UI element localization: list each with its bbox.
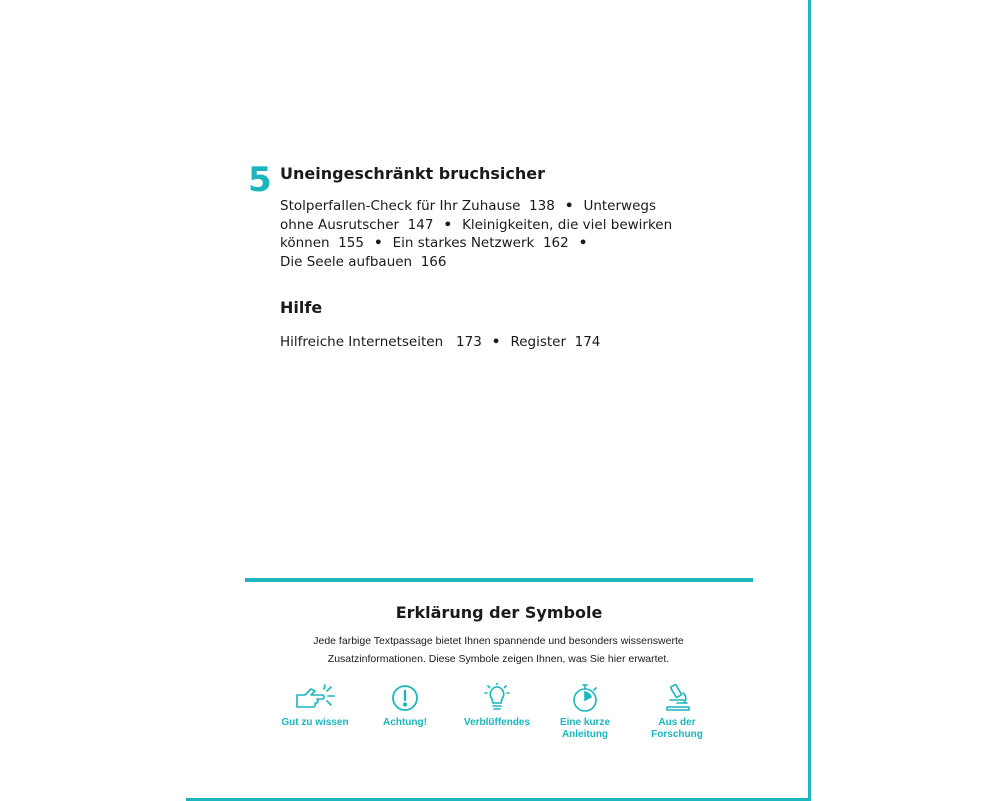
bullet-separator: •	[491, 334, 501, 350]
legend-divider	[245, 578, 753, 582]
chapter-entries	[280, 197, 700, 271]
legend-description: Jede farbige Textpassage bietet Ihnen spannende und besonders wissenswerte Zusatzinformationen. Diese Symbole zeigen Ihnen, was Sie hier erwartet.	[313, 635, 684, 665]
chapter-number: 5	[248, 160, 272, 200]
symbol-legend	[270, 683, 740, 753]
legend-item-verblueffendes: Verblüffendes	[452, 683, 542, 729]
legend-item-gut-zu-wissen: Gut zu wissen	[270, 683, 360, 729]
lightbulb-icon	[475, 683, 519, 713]
legend-title: Erklärung der Symbole	[395, 603, 603, 622]
bullet-separator: •	[578, 235, 588, 251]
toc-entry[interactable]: Die Seele aufbauen 166	[280, 253, 447, 270]
pointing-hand-icon	[293, 683, 337, 713]
toc-entry[interactable]: Hilfreiche Internetseiten 173	[280, 334, 482, 350]
toc-entry[interactable]: Stolperfallen-Check für Ihr Zuhause 138	[280, 198, 555, 214]
legend-item-anleitung: Eine kurze Anleitung	[540, 683, 630, 741]
book-page	[186, 0, 811, 801]
help-title: Hilfe	[280, 298, 323, 317]
bullet-separator: •	[443, 216, 453, 233]
legend-item-forschung: Aus der Forschung	[632, 683, 722, 741]
legend-item-achtung: Achtung!	[360, 683, 450, 729]
chapter-title: Uneingeschränkt bruchsicher	[280, 164, 545, 183]
toc-entry[interactable]: Register 174	[510, 334, 601, 350]
exclamation-icon	[383, 683, 427, 713]
microscope-icon	[655, 683, 699, 713]
help-entries	[280, 333, 600, 351]
toc-entry[interactable]: Kleinigkeiten, die viel bewirken können 155	[280, 216, 673, 251]
stopwatch-icon	[563, 683, 607, 713]
bullet-separator: •	[564, 198, 574, 214]
bullet-separator: •	[373, 235, 383, 251]
toc-entry[interactable]: Ein starkes Netzwerk 162	[392, 235, 569, 251]
toc-entry[interactable]: Unterwegs ohne Ausrutscher 147	[280, 198, 656, 233]
